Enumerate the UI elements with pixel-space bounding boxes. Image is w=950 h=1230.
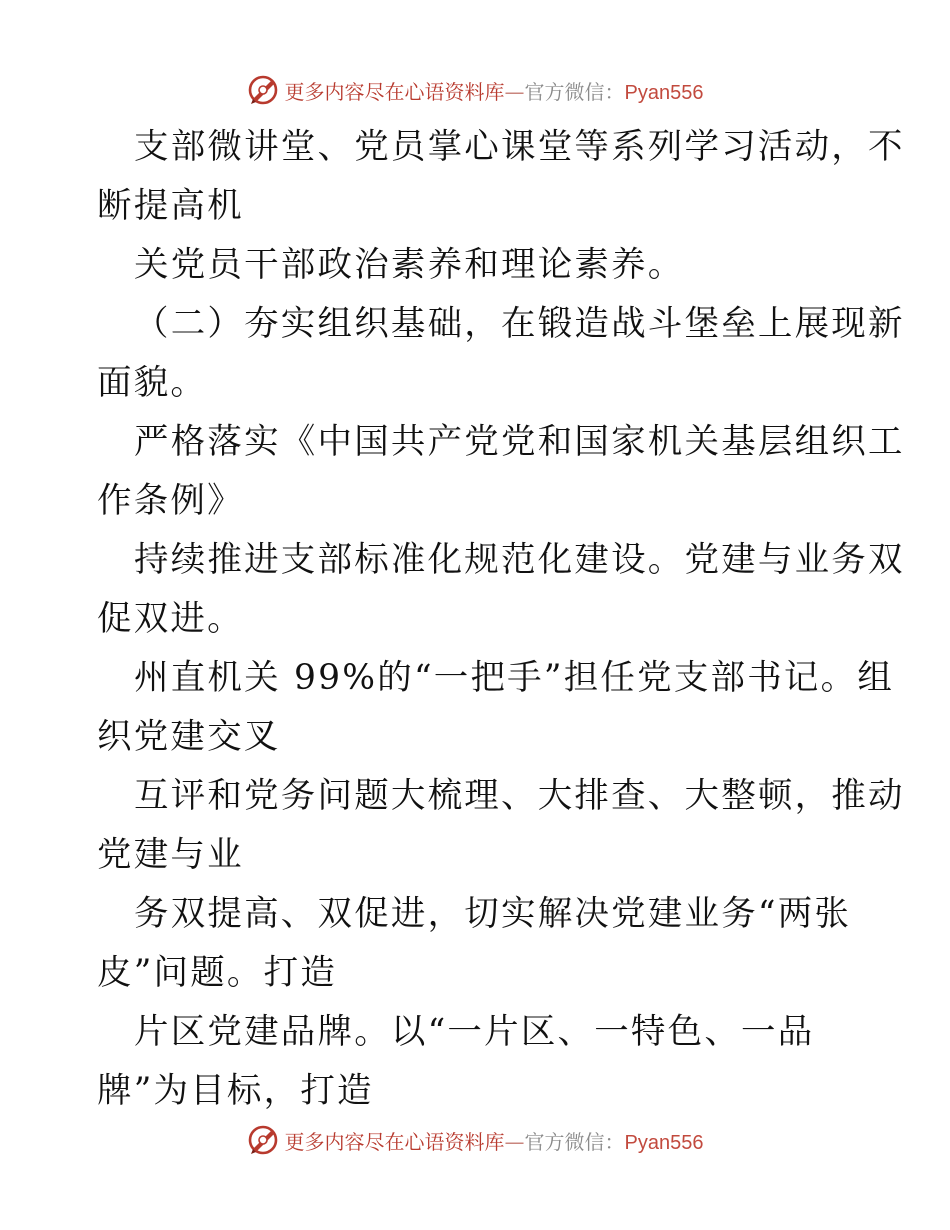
paragraph-line: 州直机关 99%的“一把手”担任党支部书记。组 <box>134 658 895 698</box>
footer-banner-wechat-id: Pyan556 <box>624 1131 704 1154</box>
paragraph-line: （二）夯实组织基础，在锻造战斗堡垒上展现新 <box>134 304 905 344</box>
paragraph-9 <box>97 1003 857 1121</box>
paragraph-line: 作条例》 <box>97 481 244 521</box>
paragraph-line: 牌”为目标，打造 <box>97 1071 374 1111</box>
paragraph-8 <box>97 885 857 1003</box>
paragraph-4 <box>97 413 905 531</box>
paragraph-line: 断提高机 <box>97 186 244 226</box>
paragraph-line: 严格落实《中国共产党党和国家机关基层组织工 <box>134 422 905 462</box>
paragraph-line: 支部微讲堂、党员掌心课堂等系列学习活动，不 <box>134 127 905 167</box>
footer-banner-wechat-label: 官方微信： <box>524 1129 625 1154</box>
paragraph-1 <box>97 118 905 236</box>
paragraph-6 <box>97 649 895 767</box>
header-banner <box>0 70 950 110</box>
paragraph-line: 关党员干部政治素养和理论素养。 <box>134 245 685 285</box>
paragraph-line: 持续推进支部标准化规范化建设。党建与业务双 <box>134 540 905 580</box>
footer-banner <box>0 1120 950 1160</box>
header-banner-wechat-id: Pyan556 <box>624 81 704 104</box>
paragraph-line: 促双进。 <box>97 599 244 639</box>
paragraph-2 <box>97 236 857 295</box>
paragraph-5 <box>97 531 905 649</box>
paragraph-3-section-heading <box>97 295 905 413</box>
header-banner-separator: — <box>504 79 525 104</box>
paragraph-line: 片区党建品牌。以“一片区、一特色、一品 <box>134 1012 815 1052</box>
paragraph-7 <box>97 767 905 885</box>
header-banner-wechat-label: 官方微信： <box>524 79 625 104</box>
pen-circle-logo-icon <box>247 1124 279 1156</box>
paragraph-line: 织党建交叉 <box>97 717 281 757</box>
header-banner-title: 更多内容尽在心语资料库 <box>284 79 505 104</box>
pen-circle-logo-icon <box>247 74 279 106</box>
paragraph-line: 互评和党务问题大梳理、大排查、大整顿，推动 <box>134 776 905 816</box>
paragraph-line: 面貌。 <box>97 363 208 403</box>
footer-banner-title: 更多内容尽在心语资料库 <box>284 1129 505 1154</box>
footer-banner-separator: — <box>504 1129 525 1154</box>
footer-banner-text <box>285 1126 704 1155</box>
paragraph-line: 党建与业 <box>97 835 244 875</box>
paragraph-line: 皮”问题。打造 <box>97 953 338 993</box>
header-banner-text <box>285 76 704 105</box>
paragraph-line: 务双提高、双促进，切实解决党建业务“两张 <box>134 894 852 934</box>
document-body <box>97 118 905 1121</box>
